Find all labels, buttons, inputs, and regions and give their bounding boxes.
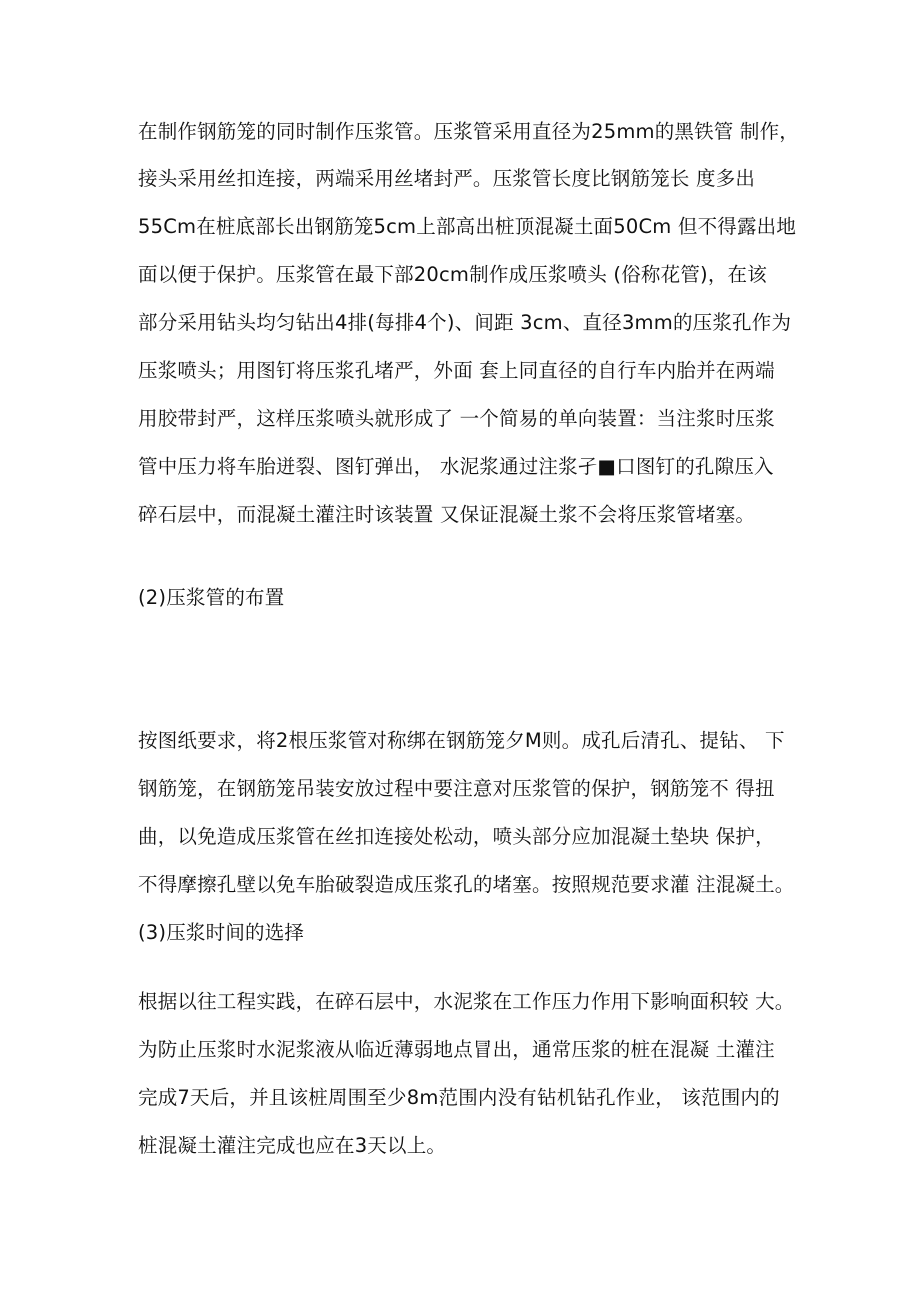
paragraph-2-line-4: 不得摩擦孔壁以免车胎破裂造成压浆孔的堵塞。按照规范要求灌 注混凝土。 <box>138 873 795 896</box>
paragraph-2-line-1: 按图纸要求，将2根压浆管对称绑在钢筋笼夕M则。成孔后清孔、提钻、 下 <box>138 729 785 752</box>
paragraph-1-line-8: 管中压力将车胎迸裂、图钉弹出， 水泥浆通过注浆孑■口图钉的孔隙压入 <box>138 455 774 478</box>
paragraph-1-line-9: 碎石层中，而混凝土灌注时该装置 又保证混凝土浆不会将压浆管堵塞。 <box>138 503 756 526</box>
paragraph-1-line-7: 用胶带封严，这样压浆喷头就形成了 一个简易的单向装置：当注浆时压浆 <box>138 407 775 430</box>
paragraph-2-line-3: 曲，以免造成压浆管在丝扣连接处松动，喷头部分应加混凝土垫块 保护， <box>138 825 775 848</box>
paragraph-3-line-4: 桩混凝土灌注完成也应在3天以上。 <box>138 1134 447 1157</box>
paragraph-1-line-4: 面以便于保护。压浆管在最下部20cm制作成压浆喷头 (俗称花管)，在该 <box>138 263 767 286</box>
paragraph-1-line-6: 压浆喷头；用图钉将压浆孔堵严，外面 套上同直径的自行车内胎并在两端 <box>138 359 775 382</box>
paragraph-2-line-2: 钢筋笼，在钢筋笼吊装安放过程中要注意对压浆管的保护，钢筋笼不 得扭 <box>138 777 775 800</box>
paragraph-1-line-3: 55Cm在桩底部长出钢筋笼5cm上部高出桩顶混凝土面50Cm 但不得露出地 <box>138 215 797 238</box>
paragraph-1-line-1: 在制作钢筋笼的同时制作压浆管。压浆管采用直径为25mm的黑铁管 制作， <box>138 120 800 143</box>
paragraph-1-line-2: 接头采用丝扣连接，两端采用丝堵封严。压浆管长度比钢筋笼长 度多出 <box>138 167 756 190</box>
section-heading-2: (2)压浆管的布置 <box>138 586 285 609</box>
section-heading-3: (3)压浆时间的选择 <box>138 921 305 944</box>
paragraph-3-line-2: 为防止压浆时水泥浆液从临近薄弱地点冒出，通常压浆的桩在混凝 土灌注 <box>138 1038 775 1061</box>
paragraph-3-line-1: 根据以往工程实践，在碎石层中，水泥浆在工作压力作用下影响面积较 大。 <box>138 990 795 1013</box>
paragraph-3-line-3: 完成7天后，并且该桩周围至少8m范围内没有钻机钻孔作业， 该范围内的 <box>138 1086 780 1109</box>
paragraph-1-line-5: 部分采用钻头均匀钻出4排(每排4个)、间距 3cm、直径3mm的压浆孔作为 <box>138 311 792 334</box>
